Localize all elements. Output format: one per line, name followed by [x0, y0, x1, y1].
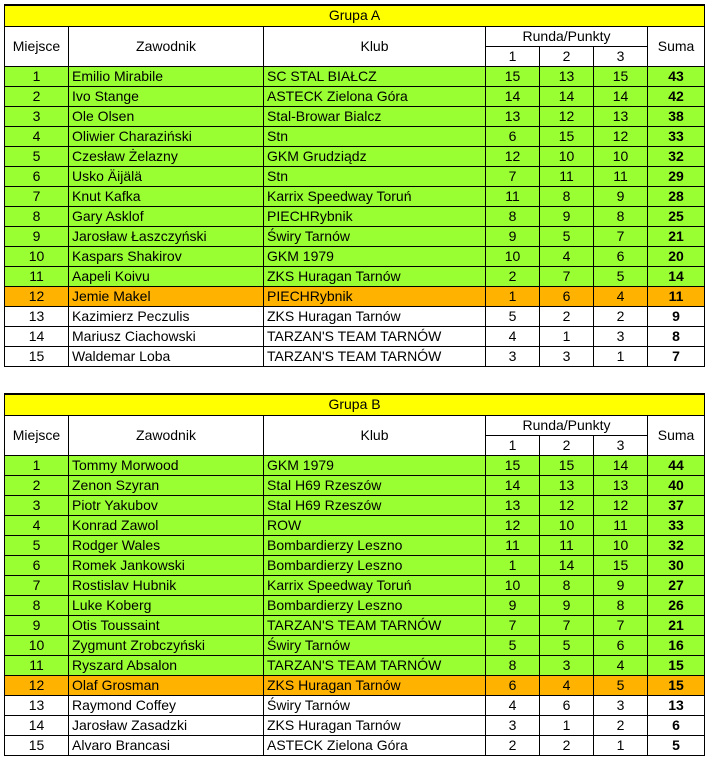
rider-name-cell: Konrad Zawol: [69, 515, 264, 535]
place-cell: 13: [5, 695, 69, 715]
header-place: Miejsce: [5, 26, 69, 66]
round-3-points-cell: 3: [594, 326, 648, 346]
rider-name-cell: Rostislav Hubnik: [69, 575, 264, 595]
club-cell: ZKS Huragan Tarnów: [264, 306, 486, 326]
header-rider: Zawodnik: [69, 26, 264, 66]
round-3-points-cell: 7: [594, 226, 648, 246]
header-sum: Suma: [648, 26, 705, 66]
round-3-points-cell: 11: [594, 515, 648, 535]
sum-cell: 26: [648, 595, 705, 615]
club-cell: TARZAN'S TEAM TARNÓW: [264, 326, 486, 346]
round-1-points-cell: 8: [486, 655, 540, 675]
rider-name-cell: Tommy Morwood: [69, 455, 264, 475]
round-1-points-cell: 11: [486, 535, 540, 555]
rider-name-cell: Kaspars Shakirov: [69, 246, 264, 266]
sum-cell: 20: [648, 246, 705, 266]
sum-cell: 14: [648, 266, 705, 286]
sum-cell: 33: [648, 126, 705, 146]
club-cell: TARZAN'S TEAM TARNÓW: [264, 346, 486, 366]
header-place: Miejsce: [5, 415, 69, 455]
table-row: [5, 266, 705, 286]
club-cell: ZKS Huragan Tarnów: [264, 675, 486, 695]
round-2-points-cell: 12: [540, 495, 594, 515]
club-cell: Stn: [264, 126, 486, 146]
place-cell: 10: [5, 635, 69, 655]
header-rounds: Runda/Punkty: [486, 26, 648, 46]
club-cell: ZKS Huragan Tarnów: [264, 266, 486, 286]
place-cell: 6: [5, 166, 69, 186]
group-title-row: [5, 5, 705, 26]
round-2-points-cell: 4: [540, 675, 594, 695]
table-row: [5, 695, 705, 715]
rider-name-cell: Ole Olsen: [69, 106, 264, 126]
sum-cell: 11: [648, 286, 705, 306]
place-cell: 7: [5, 575, 69, 595]
header-round-3: 3: [594, 46, 648, 66]
round-1-points-cell: 15: [486, 455, 540, 475]
place-cell: 3: [5, 106, 69, 126]
place-cell: 3: [5, 495, 69, 515]
round-3-points-cell: 2: [594, 715, 648, 735]
table-row: [5, 455, 705, 475]
round-1-points-cell: 4: [486, 695, 540, 715]
header-round-1: 1: [486, 435, 540, 455]
round-1-points-cell: 6: [486, 675, 540, 695]
rider-name-cell: Knut Kafka: [69, 186, 264, 206]
round-1-points-cell: 7: [486, 615, 540, 635]
sum-cell: 5: [648, 735, 705, 755]
sum-cell: 9: [648, 306, 705, 326]
place-cell: 5: [5, 535, 69, 555]
table-row: [5, 595, 705, 615]
round-2-points-cell: 12: [540, 106, 594, 126]
sum-cell: 38: [648, 106, 705, 126]
table-row: [5, 475, 705, 495]
round-2-points-cell: 1: [540, 715, 594, 735]
club-cell: Karrix Speedway Toruń: [264, 186, 486, 206]
round-3-points-cell: 14: [594, 455, 648, 475]
group-a-table-wrapper: [4, 4, 704, 367]
sum-cell: 40: [648, 475, 705, 495]
round-1-points-cell: 8: [486, 206, 540, 226]
rider-name-cell: Waldemar Loba: [69, 346, 264, 366]
place-cell: 4: [5, 515, 69, 535]
round-2-points-cell: 11: [540, 166, 594, 186]
round-2-points-cell: 15: [540, 126, 594, 146]
round-2-points-cell: 5: [540, 635, 594, 655]
place-cell: 2: [5, 475, 69, 495]
club-cell: PIECHRybnik: [264, 286, 486, 306]
rider-name-cell: Zygmunt Zrobczyński: [69, 635, 264, 655]
place-cell: 4: [5, 126, 69, 146]
header-round-3: 3: [594, 435, 648, 455]
table-row: [5, 226, 705, 246]
round-1-points-cell: 13: [486, 106, 540, 126]
round-1-points-cell: 10: [486, 575, 540, 595]
header-rounds: Runda/Punkty: [486, 415, 648, 435]
place-cell: 11: [5, 266, 69, 286]
round-1-points-cell: 5: [486, 635, 540, 655]
round-3-points-cell: 10: [594, 146, 648, 166]
round-3-points-cell: 1: [594, 346, 648, 366]
round-2-points-cell: 7: [540, 266, 594, 286]
club-cell: Stal H69 Rzeszów: [264, 495, 486, 515]
sum-cell: 8: [648, 326, 705, 346]
table-row: [5, 675, 705, 695]
table-row: [5, 555, 705, 575]
round-2-points-cell: 10: [540, 515, 594, 535]
place-cell: 1: [5, 455, 69, 475]
place-cell: 1: [5, 66, 69, 86]
club-cell: Stal-Browar Bialcz: [264, 106, 486, 126]
club-cell: Świry Tarnów: [264, 635, 486, 655]
table-row: [5, 495, 705, 515]
table-row: [5, 186, 705, 206]
round-2-points-cell: 9: [540, 206, 594, 226]
place-cell: 5: [5, 146, 69, 166]
table-row: [5, 655, 705, 675]
rider-name-cell: Romek Jankowski: [69, 555, 264, 575]
place-cell: 6: [5, 555, 69, 575]
round-1-points-cell: 11: [486, 186, 540, 206]
group-b-table-wrapper: [4, 393, 704, 756]
standings-table: [4, 393, 705, 756]
round-1-points-cell: 4: [486, 326, 540, 346]
round-2-points-cell: 7: [540, 615, 594, 635]
sum-cell: 6: [648, 715, 705, 735]
round-2-points-cell: 8: [540, 575, 594, 595]
table-row: [5, 146, 705, 166]
rider-name-cell: Gary Asklof: [69, 206, 264, 226]
group-title: Grupa B: [5, 394, 705, 415]
rider-name-cell: Jarosław Łaszczyński: [69, 226, 264, 246]
club-cell: Stn: [264, 166, 486, 186]
table-row: [5, 575, 705, 595]
round-2-points-cell: 4: [540, 246, 594, 266]
club-cell: GKM Grudziądz: [264, 146, 486, 166]
place-cell: 11: [5, 655, 69, 675]
club-cell: ROW: [264, 515, 486, 535]
table-row: [5, 346, 705, 366]
sum-cell: 29: [648, 166, 705, 186]
place-cell: 8: [5, 206, 69, 226]
round-2-points-cell: 2: [540, 306, 594, 326]
table-row: [5, 86, 705, 106]
round-1-points-cell: 12: [486, 515, 540, 535]
table-row: [5, 166, 705, 186]
table-row: [5, 246, 705, 266]
round-3-points-cell: 4: [594, 655, 648, 675]
standings-table: [4, 4, 705, 367]
round-2-points-cell: 8: [540, 186, 594, 206]
rider-name-cell: Luke Koberg: [69, 595, 264, 615]
rider-name-cell: Raymond Coffey: [69, 695, 264, 715]
rider-name-cell: Alvaro Brancasi: [69, 735, 264, 755]
round-3-points-cell: 14: [594, 86, 648, 106]
sum-cell: 44: [648, 455, 705, 475]
round-2-points-cell: 6: [540, 695, 594, 715]
rider-name-cell: Oliwier Charaziński: [69, 126, 264, 146]
rider-name-cell: Aapeli Koivu: [69, 266, 264, 286]
sum-cell: 13: [648, 695, 705, 715]
round-3-points-cell: 9: [594, 186, 648, 206]
round-3-points-cell: 13: [594, 475, 648, 495]
round-3-points-cell: 2: [594, 306, 648, 326]
rider-name-cell: Zenon Szyran: [69, 475, 264, 495]
table-row: [5, 306, 705, 326]
club-cell: PIECHRybnik: [264, 206, 486, 226]
round-3-points-cell: 7: [594, 615, 648, 635]
club-cell: Świry Tarnów: [264, 226, 486, 246]
rider-name-cell: Ivo Stange: [69, 86, 264, 106]
table-row: [5, 715, 705, 735]
round-3-points-cell: 4: [594, 286, 648, 306]
table-row: [5, 126, 705, 146]
table-row: [5, 206, 705, 226]
place-cell: 2: [5, 86, 69, 106]
round-1-points-cell: 2: [486, 266, 540, 286]
table-row: [5, 635, 705, 655]
round-1-points-cell: 12: [486, 146, 540, 166]
round-1-points-cell: 13: [486, 495, 540, 515]
table-row: [5, 735, 705, 755]
club-cell: GKM 1979: [264, 246, 486, 266]
club-cell: Stal H69 Rzeszów: [264, 475, 486, 495]
club-cell: Świry Tarnów: [264, 695, 486, 715]
round-3-points-cell: 13: [594, 106, 648, 126]
round-1-points-cell: 3: [486, 346, 540, 366]
place-cell: 14: [5, 326, 69, 346]
round-2-points-cell: 13: [540, 475, 594, 495]
header-club: Klub: [264, 415, 486, 455]
club-cell: Bombardierzy Leszno: [264, 595, 486, 615]
sum-cell: 28: [648, 186, 705, 206]
place-cell: 12: [5, 286, 69, 306]
sum-cell: 25: [648, 206, 705, 226]
round-3-points-cell: 15: [594, 555, 648, 575]
round-3-points-cell: 5: [594, 266, 648, 286]
round-1-points-cell: 1: [486, 286, 540, 306]
round-2-points-cell: 14: [540, 555, 594, 575]
header-round-2: 2: [540, 435, 594, 455]
round-2-points-cell: 3: [540, 655, 594, 675]
round-1-points-cell: 6: [486, 126, 540, 146]
round-1-points-cell: 3: [486, 715, 540, 735]
sum-cell: 32: [648, 146, 705, 166]
sum-cell: 27: [648, 575, 705, 595]
round-2-points-cell: 13: [540, 66, 594, 86]
rider-name-cell: Czesław Żelazny: [69, 146, 264, 166]
round-2-points-cell: 10: [540, 146, 594, 166]
round-3-points-cell: 10: [594, 535, 648, 555]
rider-name-cell: Emilio Mirabile: [69, 66, 264, 86]
round-1-points-cell: 9: [486, 595, 540, 615]
header-rider: Zawodnik: [69, 415, 264, 455]
round-1-points-cell: 9: [486, 226, 540, 246]
club-cell: TARZAN'S TEAM TARNÓW: [264, 615, 486, 635]
round-2-points-cell: 14: [540, 86, 594, 106]
round-2-points-cell: 11: [540, 535, 594, 555]
table-row: [5, 535, 705, 555]
place-cell: 13: [5, 306, 69, 326]
club-cell: SC STAL BIAŁCZ: [264, 66, 486, 86]
table-row: [5, 515, 705, 535]
round-3-points-cell: 6: [594, 635, 648, 655]
round-2-points-cell: 1: [540, 326, 594, 346]
place-cell: 12: [5, 675, 69, 695]
sum-cell: 43: [648, 66, 705, 86]
round-3-points-cell: 1: [594, 735, 648, 755]
rider-name-cell: Jemie Makel: [69, 286, 264, 306]
place-cell: 14: [5, 715, 69, 735]
round-2-points-cell: 2: [540, 735, 594, 755]
round-1-points-cell: 1: [486, 555, 540, 575]
sum-cell: 32: [648, 535, 705, 555]
place-cell: 10: [5, 246, 69, 266]
round-3-points-cell: 8: [594, 595, 648, 615]
round-3-points-cell: 3: [594, 695, 648, 715]
round-3-points-cell: 12: [594, 126, 648, 146]
sum-cell: 33: [648, 515, 705, 535]
table-row: [5, 66, 705, 86]
round-1-points-cell: 10: [486, 246, 540, 266]
club-cell: Karrix Speedway Toruń: [264, 575, 486, 595]
club-cell: ASTECK Zielona Góra: [264, 86, 486, 106]
club-cell: Bombardierzy Leszno: [264, 555, 486, 575]
rider-name-cell: Ryszard Absalon: [69, 655, 264, 675]
sum-cell: 42: [648, 86, 705, 106]
sum-cell: 7: [648, 346, 705, 366]
header-round-2: 2: [540, 46, 594, 66]
round-2-points-cell: 5: [540, 226, 594, 246]
club-cell: GKM 1979: [264, 455, 486, 475]
sum-cell: 16: [648, 635, 705, 655]
round-1-points-cell: 15: [486, 66, 540, 86]
group-title-row: [5, 394, 705, 415]
header-row: [5, 26, 705, 46]
round-3-points-cell: 5: [594, 675, 648, 695]
round-3-points-cell: 11: [594, 166, 648, 186]
sum-cell: 30: [648, 555, 705, 575]
header-club: Klub: [264, 26, 486, 66]
round-3-points-cell: 15: [594, 66, 648, 86]
header-sum: Suma: [648, 415, 705, 455]
table-row: [5, 326, 705, 346]
club-cell: TARZAN'S TEAM TARNÓW: [264, 655, 486, 675]
round-1-points-cell: 5: [486, 306, 540, 326]
table-row: [5, 615, 705, 635]
place-cell: 9: [5, 226, 69, 246]
group-title: Grupa A: [5, 5, 705, 26]
place-cell: 9: [5, 615, 69, 635]
round-3-points-cell: 6: [594, 246, 648, 266]
round-3-points-cell: 12: [594, 495, 648, 515]
rider-name-cell: Kazimierz Peczulis: [69, 306, 264, 326]
table-row: [5, 286, 705, 306]
round-2-points-cell: 15: [540, 455, 594, 475]
round-2-points-cell: 6: [540, 286, 594, 306]
rider-name-cell: Jarosław Zasadzki: [69, 715, 264, 735]
sum-cell: 15: [648, 675, 705, 695]
club-cell: ASTECK Zielona Góra: [264, 735, 486, 755]
round-1-points-cell: 14: [486, 86, 540, 106]
place-cell: 8: [5, 595, 69, 615]
round-3-points-cell: 9: [594, 575, 648, 595]
place-cell: 15: [5, 346, 69, 366]
round-2-points-cell: 9: [540, 595, 594, 615]
rider-name-cell: Olaf Grosman: [69, 675, 264, 695]
sum-cell: 15: [648, 655, 705, 675]
rider-name-cell: Usko Äijälä: [69, 166, 264, 186]
rider-name-cell: Otis Toussaint: [69, 615, 264, 635]
round-2-points-cell: 3: [540, 346, 594, 366]
rider-name-cell: Rodger Wales: [69, 535, 264, 555]
sum-cell: 21: [648, 226, 705, 246]
header-row: [5, 415, 705, 435]
sum-cell: 21: [648, 615, 705, 635]
place-cell: 15: [5, 735, 69, 755]
round-1-points-cell: 2: [486, 735, 540, 755]
club-cell: Bombardierzy Leszno: [264, 535, 486, 555]
place-cell: 7: [5, 186, 69, 206]
rider-name-cell: Mariusz Ciachowski: [69, 326, 264, 346]
round-1-points-cell: 7: [486, 166, 540, 186]
header-round-1: 1: [486, 46, 540, 66]
round-3-points-cell: 8: [594, 206, 648, 226]
round-1-points-cell: 14: [486, 475, 540, 495]
table-row: [5, 106, 705, 126]
club-cell: ZKS Huragan Tarnów: [264, 715, 486, 735]
sum-cell: 37: [648, 495, 705, 515]
rider-name-cell: Piotr Yakubov: [69, 495, 264, 515]
